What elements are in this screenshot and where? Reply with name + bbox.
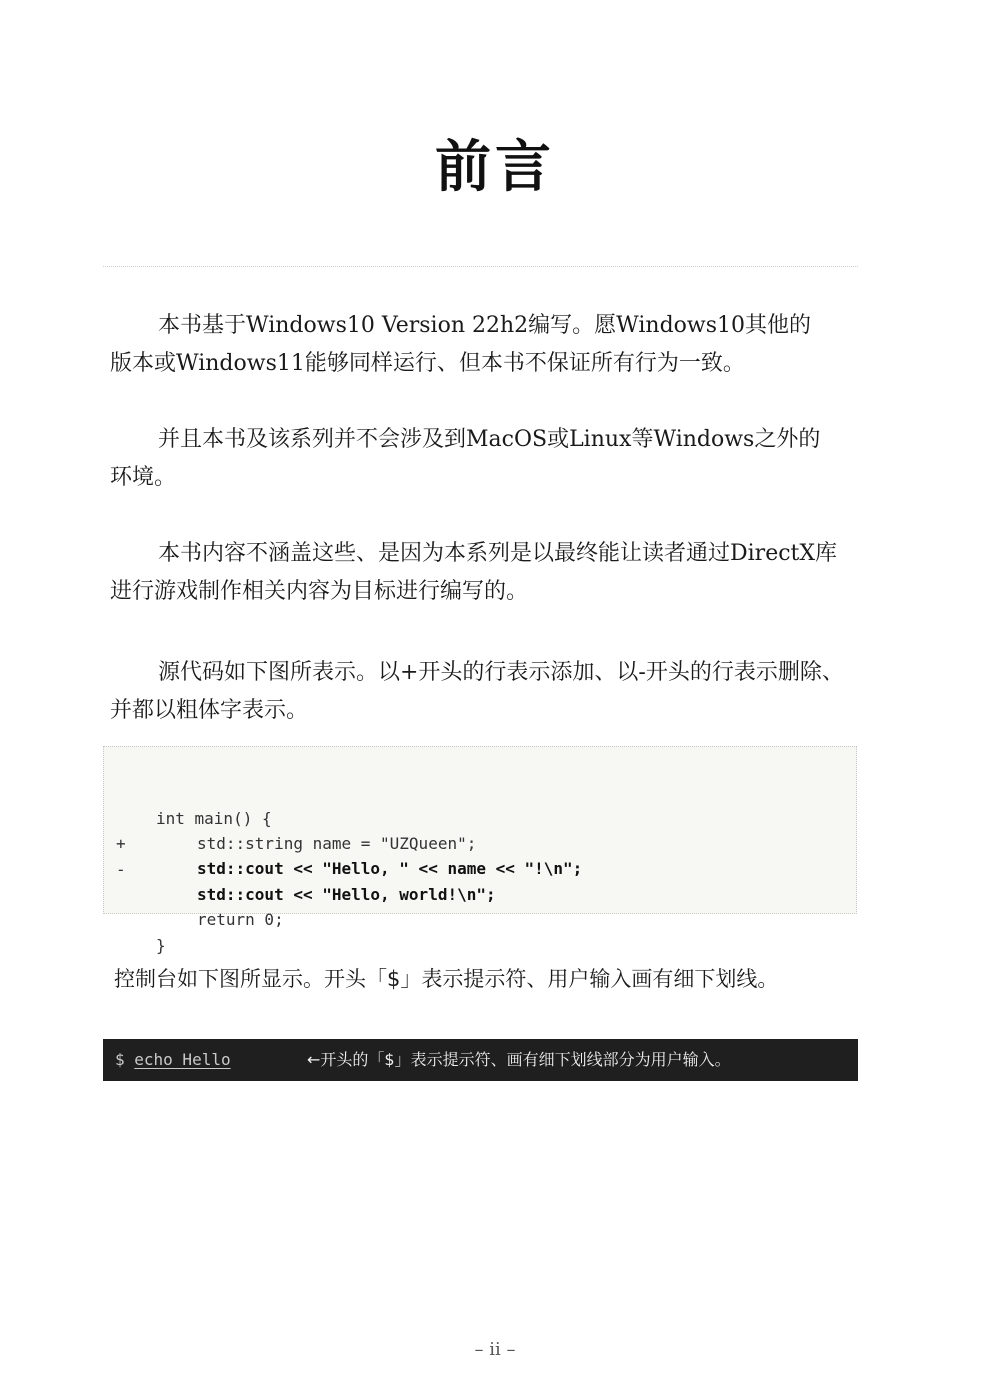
code-line [104, 883, 166, 955]
paragraph-4 [110, 654, 880, 730]
paragraph-2 [110, 421, 880, 497]
page-title: 前言 [435, 135, 555, 200]
code-text: return 0; [197, 910, 284, 929]
console-sample-block [103, 1039, 858, 1081]
code-text: std::cout << "Hello, world!\n"; [197, 885, 496, 904]
page-number: – ii – [474, 1339, 516, 1360]
console-line [115, 1050, 231, 1070]
code-line [104, 857, 284, 929]
paragraph-1-line-2: 版本或Windows11能够同样运行、但本书不保证所有行为一致。 [110, 351, 745, 376]
code-text: std::cout << "Hello, " << name << "!\n"; [197, 859, 583, 878]
paragraph-1-line-1: 本书基于Windows10 Version 22h2编写。愿Windows10其他的 [158, 313, 812, 338]
code-sample-block [103, 746, 857, 955]
console-user-input: echo Hello [134, 1050, 231, 1069]
console-caption: 控制台如下图所显示。开头「$」表示提示符、用户输入画有细下划线。 [114, 967, 779, 991]
console-annotation: ←开头的「$」表示提示符、画有细下划线部分为用户输入。 [307, 1050, 731, 1069]
code-text: int main() { [156, 809, 272, 828]
paragraph-3-line-2: 进行游戏制作相关内容为目标进行编写的。 [110, 579, 529, 604]
paragraph-4-line-2: 并都以粗体字表示。 [110, 698, 309, 723]
code-text: } [156, 936, 166, 955]
paragraph-4-line-1: 源代码如下图所表示。以+开头的行表示添加、以-开头的行表示删除、 [158, 660, 844, 685]
code-line [104, 756, 272, 828]
code-text: std::string name = "UZQueen"; [197, 834, 477, 853]
diff-marker-remove: - [116, 860, 126, 879]
paragraph-3-line-1: 本书内容不涵盖这些、是因为本系列是以最终能让读者通过DirectX库 [158, 541, 838, 566]
paragraph-3 [110, 535, 880, 611]
title-divider [103, 266, 858, 267]
paragraph-2-line-2: 环境。 [110, 465, 177, 490]
paragraph-1 [110, 307, 880, 383]
paragraph-2-line-1: 并且本书及该系列并不会涉及到MacOS或Linux等Windows之外的 [158, 427, 821, 452]
console-prompt-symbol: $ [115, 1050, 135, 1069]
diff-marker-add: + [116, 834, 126, 853]
